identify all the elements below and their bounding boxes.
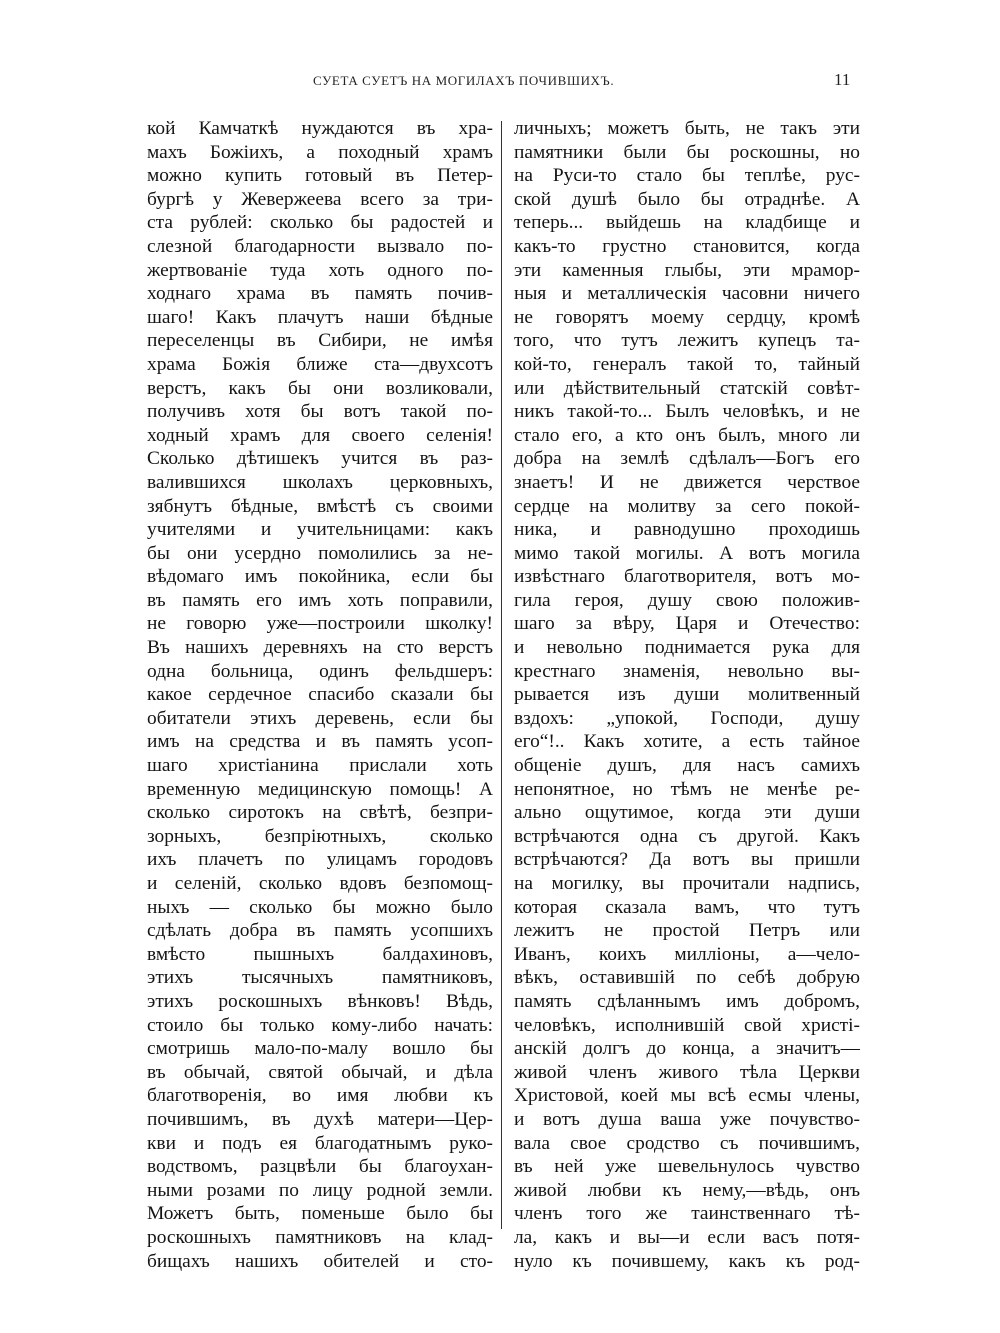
- text-line: вздохъ: „упокой, Господи, душу: [514, 707, 860, 729]
- text-line: вѣдомаго имъ покойника, если бы: [147, 566, 493, 588]
- text-line: обитатели этихъ деревень, если бы: [147, 707, 493, 729]
- text-line: ла, какъ и вы—и если васъ потя-: [514, 1226, 860, 1248]
- text-line: ально ощутимое, когда эти души: [514, 802, 860, 824]
- text-line: ской душѣ было бы отраднѣе. А: [514, 188, 860, 210]
- text-line: рывается изъ души молитвенный: [514, 684, 860, 706]
- text-line: шаго! Какъ плачутъ наши бѣдные: [147, 306, 493, 328]
- text-line: непонятное, но тѣмъ не менѣе ре-: [514, 778, 860, 800]
- text-line: Иванъ, коихъ милліоны, а—чело-: [514, 943, 860, 965]
- text-line: водствомъ, разцвѣли бы благоухан-: [147, 1156, 493, 1178]
- running-title: СУЕТА СУЕТЪ НА МОГИЛАХЪ ПОЧИВШИХЪ.: [313, 73, 615, 88]
- text-line: никъ такой-то... Былъ человѣкъ, и не: [514, 401, 860, 423]
- text-line: ста рублей: сколько бы радостей и: [147, 212, 493, 234]
- text-line: ходнаго храма въ память почив-: [147, 283, 493, 305]
- text-line: кой Камчаткѣ нуждаются въ хра-: [147, 118, 493, 139]
- text-line: которая сказала вамъ, что тутъ: [514, 896, 860, 918]
- page-number: 11: [834, 70, 851, 89]
- text-line: этихъ роскошныхъ вѣнковъ! Вѣдь,: [147, 990, 493, 1012]
- text-line: бургѣ у Жевержеева всего за три-: [147, 188, 493, 210]
- text-line: его“!.. Какъ хотите, а есть тайное: [514, 731, 860, 753]
- text-line: стоило бы только кому-либо начать:: [147, 1014, 493, 1036]
- text-line: махъ Божіихъ, а походный храмъ: [147, 141, 493, 163]
- text-line: сколько сиротокъ на свѣтѣ, безпри-: [147, 802, 493, 824]
- text-line: живой любви къ нему,—вѣдь, онъ: [514, 1179, 860, 1201]
- text-line: учителями и учительницами: какъ: [147, 519, 493, 541]
- text-line: слезной благодарности вызвало по-: [147, 235, 493, 257]
- text-line: въ память его имъ хоть поправили,: [147, 589, 493, 611]
- text-line: зябнутъ бѣдные, вмѣстѣ съ своими: [147, 495, 493, 517]
- text-line: крестнаго знаменія, невольно вы-: [514, 660, 860, 682]
- text-line: памятники были бы роскошны, но: [514, 141, 860, 163]
- text-line: вала свое сродство съ почившимъ,: [514, 1132, 860, 1154]
- text-line: въ обычай, святой обычай, и дѣла: [147, 1061, 493, 1083]
- text-line: благотворенія, во имя любви къ: [147, 1085, 493, 1107]
- text-line: этихъ тысячныхъ памятниковъ,: [147, 967, 493, 989]
- text-line: лежитъ не простой Петръ или: [514, 920, 860, 942]
- text-line: шаго христіанина прислали хоть: [147, 755, 493, 777]
- column-divider: [501, 121, 502, 1229]
- text-line: теперь... выйдешь на кладбище и: [514, 212, 860, 234]
- text-line: почившимъ, въ духѣ матери—Цер-: [147, 1108, 493, 1130]
- text-line: Христовой, коей мы всѣ есмы члены,: [514, 1085, 860, 1107]
- text-line: жертвованіе туда хоть одного по-: [147, 259, 493, 281]
- text-line: не говорю уже—построили школку!: [147, 613, 493, 635]
- text-line: зорныхъ, безпріютныхъ, сколько: [147, 825, 493, 847]
- text-line: и невольно поднимается рука для: [514, 637, 860, 659]
- text-line: человѣкъ, исполнившій свой христі-: [514, 1014, 860, 1036]
- text-line: ныя и металлическія часовни ничего: [514, 283, 860, 305]
- text-line: сдѣлать добра въ память усопшихъ: [147, 920, 493, 942]
- text-line: смотришь мало-по-малу вошло бы: [147, 1038, 493, 1060]
- text-line: на могилку, вы прочитали надпись,: [514, 873, 860, 894]
- text-line: какое сердечное спасибо сказали бы: [147, 684, 493, 706]
- text-line: въ ней уже шевельнулось чувство: [514, 1156, 860, 1178]
- text-line: храма Божія ближе ста—двухсотъ: [147, 353, 493, 375]
- text-line: того, что тутъ лежитъ купецъ та-: [514, 330, 860, 352]
- text-line: встрѣчаются? Да вотъ вы пришли: [514, 849, 860, 871]
- text-line: ныхъ — сколько бы можно было: [147, 896, 493, 918]
- text-line: нуло къ почившему, какъ къ род-: [514, 1250, 860, 1272]
- text-line: ходный храмъ для своего селенія!: [147, 424, 493, 446]
- text-line: ными розами по лицу родной земли.: [147, 1179, 493, 1201]
- text-line: Сколько дѣтишекъ учится въ раз-: [147, 448, 493, 470]
- text-line: ихъ плачетъ по улицамъ городовъ: [147, 849, 493, 871]
- text-line: живой членъ живого тѣла Церкви: [514, 1061, 860, 1083]
- text-line: ника, и равнодушно проходишь: [514, 519, 860, 541]
- text-line: вмѣсто пышныхъ балдахиновъ,: [147, 943, 493, 965]
- text-line: мимо такой могилы. А вотъ могила: [514, 542, 860, 564]
- text-line: Въ нашихъ деревняхъ на сто верстъ: [147, 637, 493, 659]
- text-line: и селеній, сколько вдовъ безпомощ-: [147, 873, 493, 894]
- text-line: гила героя, душу свою положив-: [514, 589, 860, 611]
- text-line: бищахъ нашихъ обителей и сто-: [147, 1250, 493, 1272]
- text-line: временную медицинскую помощь! А: [147, 778, 493, 800]
- text-line: переселенцы въ Сибири, не имѣя: [147, 330, 493, 352]
- text-line: имъ на средства и въ память усоп-: [147, 731, 493, 753]
- text-line: бы они усердно помолились за не-: [147, 542, 493, 564]
- text-line: или дѣйствительный статскій совѣт-: [514, 377, 860, 399]
- text-line: верстъ, какъ бы они возликовали,: [147, 377, 493, 399]
- text-line: извѣстнаго благотворителя, вотъ мо-: [514, 566, 860, 588]
- text-line: встрѣчаются одна съ другой. Какъ: [514, 825, 860, 847]
- text-line: Можетъ быть, поменьше было бы: [147, 1203, 493, 1225]
- text-line: получивъ хотя бы вотъ такой по-: [147, 401, 493, 423]
- text-line: можно купить готовый въ Петер-: [147, 165, 493, 187]
- text-line: не говорятъ моему сердцу, кромѣ: [514, 306, 860, 328]
- text-line: добра на землѣ сдѣлалъ—Богъ его: [514, 448, 860, 470]
- text-line: кви и подъ ея благодатнымъ руко-: [147, 1132, 493, 1154]
- text-line: вѣкъ, оставившій по себѣ добрую: [514, 967, 860, 989]
- text-line: личныхъ; можетъ быть, не такъ эти: [514, 118, 860, 139]
- text-line: общеніе душъ, для насъ самихъ: [514, 755, 860, 777]
- text-line: стало его, а кто онъ былъ, много ли: [514, 424, 860, 446]
- text-line: эти каменныя глыбы, эти мрамор-: [514, 259, 860, 281]
- text-line: валившихся школахъ церковныхъ,: [147, 471, 493, 493]
- text-line: кой-то, генералъ такой то, тайный: [514, 353, 860, 375]
- text-line: анскій долгъ до конца, а значитъ—: [514, 1038, 860, 1060]
- left-column: [147, 117, 493, 1273]
- right-column: [514, 117, 860, 1273]
- text-line: какъ-то грустно становится, когда: [514, 235, 860, 257]
- text-line: сердце на молитву за сего покой-: [514, 495, 860, 517]
- text-line: знаетъ! И не движется черствое: [514, 471, 860, 493]
- text-line: память сдѣланнымъ имъ добромъ,: [514, 990, 860, 1012]
- text-line: на Руси-то стало бы теплѣе, рус-: [514, 165, 860, 187]
- text-line: и вотъ душа ваша уже почувство-: [514, 1108, 860, 1130]
- text-line: членъ того же таинственнаго тѣ-: [514, 1203, 860, 1225]
- text-line: одна больница, одинъ фельдшеръ:: [147, 660, 493, 682]
- text-line: роскошныхъ памятниковъ на клад-: [147, 1226, 493, 1248]
- text-line: шаго за вѣру, Царя и Отечество:: [514, 613, 860, 635]
